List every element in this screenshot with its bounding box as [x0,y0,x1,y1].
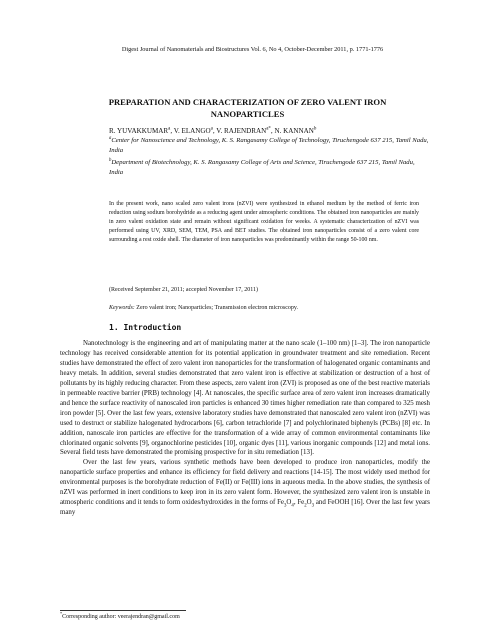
body-paragraph-1: Nanotechnology is the engineering and art of manipulating matter at the nano scale (1–100 nm) [1–3]. The iron nanoparticle technology has received considerable attention for its potential application in groundwater treatment and site remediation. Recent studies have demonstrated the effect of zero valent iron nanoparticles for the transformation of halogenated organic contaminants and heavy metals. In addition, several studies demonstrated that zero valent iron is effective at stabilization or destruction of a host of pollutants by its highly reducing character. From these aspects, zero valent iron (ZVI) is proposed as one of the best reactive materials in permeable reactive barrier (PRB) technology [4]. At nanoscales, the specific surface area of zero valent iron increases dramatically and hence the surface reactivity of nanoscaled iron particles is enhanced 30 times higher remediation rate than compared to 325 mesh iron powder [5]. Over the last few years, extensive laboratory studies have demonstrated that nanoscaled zero valent iron (nZVI) was used to destruct or stabilize halogenated hydrocarbons [6], carbon tetrachloride [7] and polychlorinated biphenyls (PCBs) [8] etc. In addition, nanoscale iron particles are effective for the transformation of a wide array of common environmental contaminants like chlorinated organic solvents [9], organochlorine pesticides [10], organic dyes [11], various inorganic compounds [12] and metal ions. Several field tests have demonstrated the promising prospective for in situ remediation [13]. [60,340,430,457]
author-affiliation-marker: b [313,126,317,132]
keywords-label: Keywords: [109,305,135,311]
formula-text: O [306,499,312,507]
section-heading-introduction: 1. Introduction [109,323,182,332]
body-paragraph-2 [60,458,430,518]
affiliation-marker: a [109,135,112,141]
paper-title-line-1: PREPARATION AND CHARACTERIZATION OF ZERO VALENT IRON [108,97,387,107]
received-dates: (Received September 21, 2011; accepted November 17, 2011) [109,287,259,293]
affiliation-marker: b [109,157,112,163]
footnote-divider [60,610,186,611]
author-name: , N. KANNAN [270,127,314,135]
abstract: In the present work, nano scaled zero valent irons (nZVI) were synthesized in ethanol medium by the method of ferric iron reduction using sodium borohydride as a reducing agent under atmospheric conditions. The obtained iron nanoparticles are mainly in zero valent oxidation state and remain without significant oxidation for weeks. A systematic characterization of nZVI was performed using UV, XRD, SEM, TEM, PSA and BET studies. The obtained iron nanoparticles consist of a zero valent core surrounding a rest oxide shell. The diameter of iron nanoparticles was predominantly within the range 50-100 nm. [109,201,419,243]
author-affiliation-marker: a* [266,126,271,132]
formula-subscript: 3 [283,503,287,509]
affiliation-text: Center for Nanoscience and Technology, K. S. Rangasamy College of Technology, Tiruchengode 637 215, Tamil Nadu, India [109,137,429,154]
footnote [60,611,430,620]
body-text-run: and FeOOH [16]. Over the last few years many [60,499,430,517]
body-text [60,339,430,518]
paper-title-line-2: NANOPARTICLES [210,109,285,119]
formula-subscript: 3 [311,503,315,509]
author-affiliation-marker: a [168,126,171,132]
keywords [109,305,429,311]
author-list [109,126,429,136]
journal-running-header: Digest Journal of Nanomaterials and Biostructures Vol. 6, No 4, October-December 2011, p. 1771-1776 [121,46,384,53]
paper-title [70,96,425,120]
footnote-text: Corresponding author: veerajendran@gmail.com [62,614,180,620]
body-text-run: Over the last few years, various synthetic methods have been developed to produce iron nanoparticles, modify the nanoparticle surface properties and enhance its efficiency for field delivery and reactions [14-15]. The most widely used method for environmental purposes is the borohydrate reduction of Fe(II) or Fe(III) ions in aqueous media. In the above studies, the synthesis of nZVI was performed in inert conditions to keep iron in its zero valent form. However, the synthesized zero valent iron is unstable in atmospheric conditions and it tends to form oxides/hydroxides in the forms of Fe [60,459,430,507]
affiliation-text: Department of Biotechnology, K. S. Rangasamy College of Arts and Science, Tiruchengode 637 215, Tamil Nadu, India [109,159,415,176]
footnote-marker: * [60,611,63,616]
keywords-text: Zero valent iron; Nanoparticles; Transmission electron microscopy. [134,305,299,311]
affiliation-b [109,158,429,178]
formula-subscript: 4 [291,503,294,509]
author-name: , V. RAJENDRAN [212,127,267,135]
body-text-run: , Fe [293,499,305,507]
author-name: R. YUVAKKUMAR [109,127,169,135]
affiliation-a [109,136,429,156]
formula-text: O [286,499,292,507]
author-name: , V. ELANGO [170,127,211,135]
formula-subscript: 2 [304,503,307,509]
author-affiliation-marker: a [210,126,213,132]
